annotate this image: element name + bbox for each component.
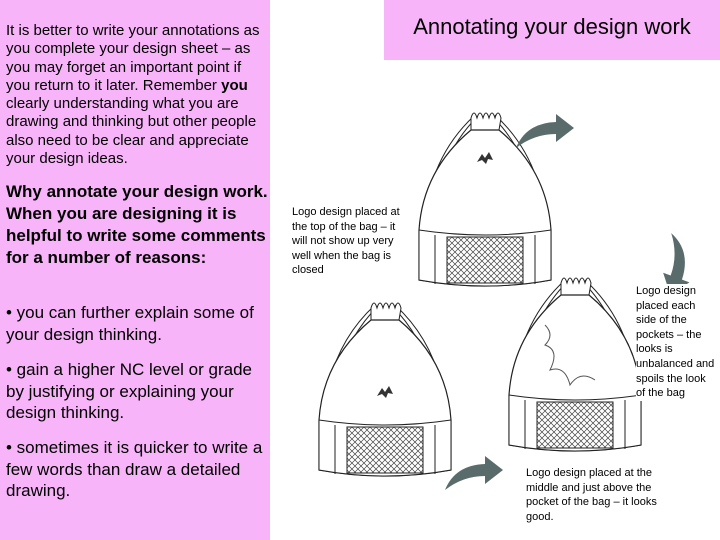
intro-line-2: clearly understanding what you are drawing and thinking but other people also need to be clear and appreciate your design ideas. bbox=[6, 95, 257, 168]
page-title: Annotating your design work bbox=[413, 14, 691, 39]
bullet-item-1: • you can further explain some of your design thinking. bbox=[6, 303, 254, 344]
annotation-right: Logo design placed each side of the pockets – the looks is unbalanced and spoils the look of the bag bbox=[636, 285, 715, 400]
why-heading: Why annotate your design work. bbox=[6, 182, 268, 201]
why-body: When you are designing it is helpful to write some comments for a number of reasons: bbox=[6, 204, 266, 267]
curved-arrow-icon bbox=[516, 114, 574, 148]
bullet-item-3: • sometimes it is quicker to write a few words than draw a detailed drawing. bbox=[6, 438, 263, 500]
curved-arrow-icon bbox=[445, 456, 503, 490]
intro-you: you bbox=[221, 76, 248, 94]
bullet-item-2: • gain a higher NC level or grade by justifying or explaining your design thinking. bbox=[6, 360, 252, 422]
annotation-bottom: Logo design placed at the middle and just above the pocket of the bag – it looks good. bbox=[526, 466, 686, 524]
bag-sketch-bottom bbox=[319, 303, 451, 476]
intro-line-1: It is better to write your annotations as you complete your design sheet – as you may forget an important point if you return to it later. Remember bbox=[6, 22, 260, 94]
annotation-top: Logo design placed at the top of the bag – it will not show up very well when the bag is closed bbox=[292, 205, 404, 278]
bag-sketch-right bbox=[509, 278, 641, 451]
